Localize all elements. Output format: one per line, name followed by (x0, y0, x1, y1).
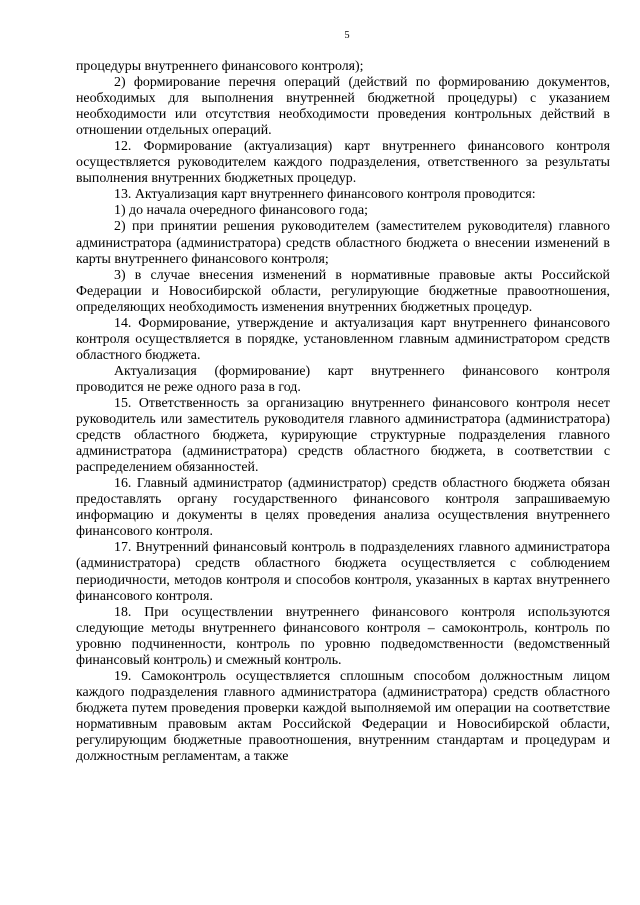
document-page (76, 30, 610, 765)
paragraph-19: 19. Самоконтроль осуществляется сплошным способом должностным лицом каждого подразделения главного администратора (администратора) средств областного бюджета путем проведения проверки каждой выполняемой им операции на соответствие нормативным правовым актам Российской Федерации и Новосибирской области, регулирующим бюджетные правоотношения, внутренним стандартам и процедурам и должностным регламентам, а также (76, 668, 610, 765)
paragraph-13-item-1: 1) до начала очередного финансового года; (114, 203, 369, 219)
paragraph-14-actualization: Актуализация (формирование) карт внутреннего финансового контроля проводится не реже одного раза в год. (76, 363, 610, 395)
paragraph-13-item-3: 3) в случае внесения изменений в нормативные правовые акты Российской Федерации и Новосибирской области, регулирующие бюджетные правоотношения, определяющих необходимость изменения внутренних бюджетных процедур. (76, 267, 610, 315)
paragraph-18: 18. При осуществлении внутреннего финансового контроля используются следующие методы внутреннего финансового контроля – самоконтроль, контроль по уровню подчиненности, контроль по уровню подведомственности (ведомственный финансовый контроль) и смежный контроль. (76, 604, 610, 668)
paragraph-12: 12. Формирование (актуализация) карт внутреннего финансового контроля осуществляется руководителем каждого подразделения, ответственного за результаты выполнения внутренних бюджетных процедур. (76, 139, 610, 187)
paragraph-13: 13. Актуализация карт внутреннего финансового контроля проводится: (114, 187, 536, 203)
paragraph-item-2-operations-list: 2) формирование перечня операций (действий по формированию документов, необходимых для выполнения внутренней бюджетной процедуры) с указанием необходимости или отсутствия необходимости проведения контрольных действий в отношении отдельных операций. (76, 75, 610, 139)
paragraph-16: 16. Главный администратор (администратор) средств областного бюджета обязан предоставлять органу государственного финансового контроля запрашиваемую информацию и документы в целях проведения анализа осуществления внутреннего финансового контроля. (76, 476, 610, 540)
paragraph-15: 15. Ответственность за организацию внутреннего финансового контроля несет руководитель или заместитель руководителя главного администратора (администратора) средств областного бюджета, курирующие структурные подразделения главного администратора (администратора) средств областного бюджета, в соответствии с распределением обязанностей. (76, 395, 610, 476)
paragraph-17: 17. Внутренний финансовый контроль в подразделениях главного администратора (администратора) средств областного бюджета осуществляется с соблюдением периодичности, методов контроля и способов контроля, указанных в картах внутреннего финансового контроля. (76, 540, 610, 604)
paragraph-continuation: процедуры внутреннего финансового контроля); (76, 59, 364, 74)
paragraph-13-item-2: 2) при принятии решения руководителем (заместителем руководителя) главного администратора (администратора) средств областного бюджета о внесении изменений в карты внутреннего финансового контроля; (76, 219, 610, 267)
page-number: 5 (344, 30, 350, 41)
paragraph-14: 14. Формирование, утверждение и актуализация карт внутреннего финансового контроля осуществляется в порядке, установленном главным администратором средств областного бюджета. (76, 315, 610, 363)
